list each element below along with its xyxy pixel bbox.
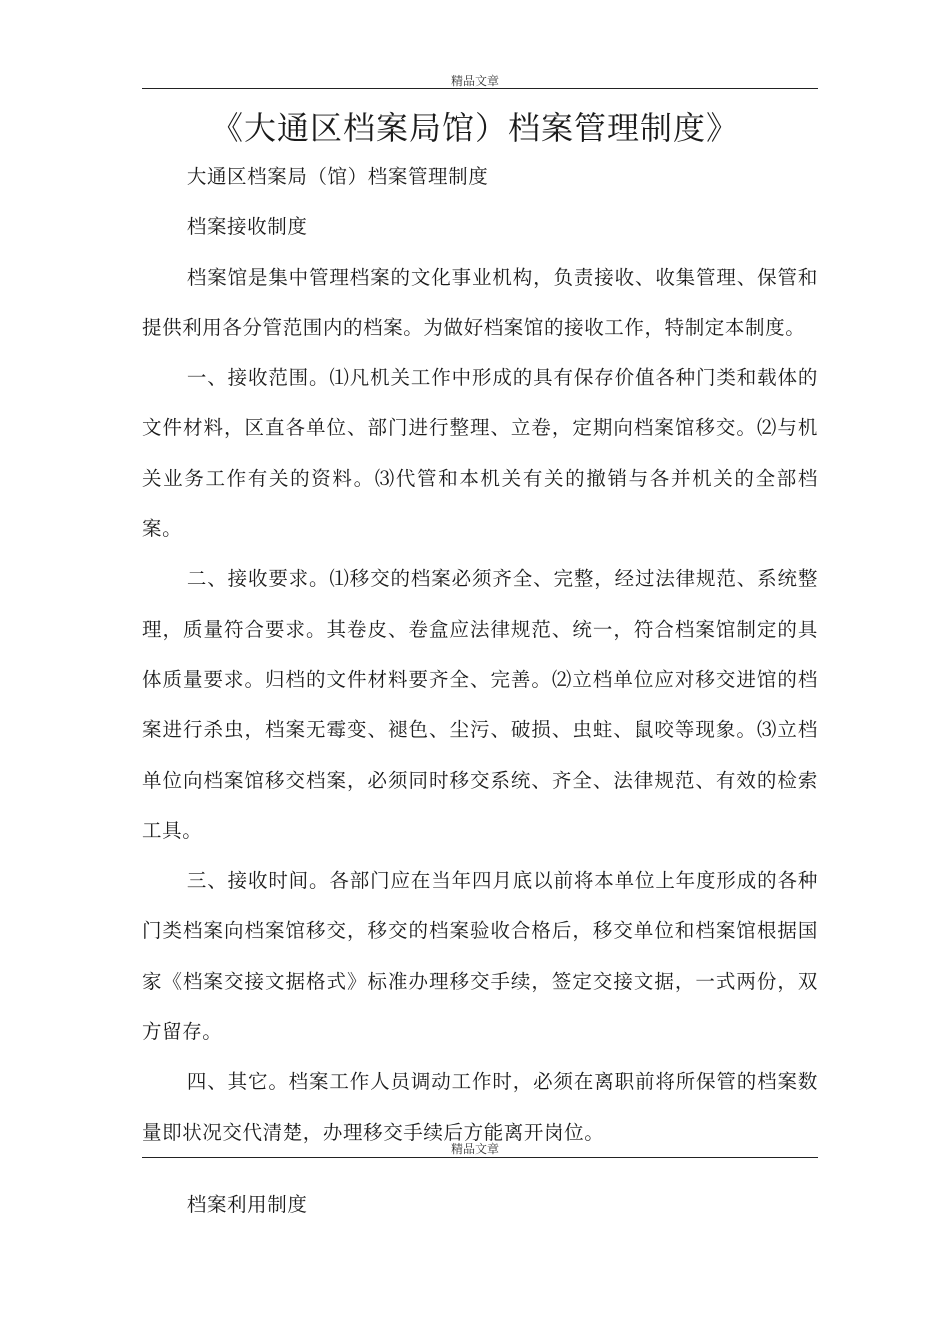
page-footer-label: 精品文章 (450, 1142, 499, 1156)
body-paragraph: 一、接收范围。⑴凡机关工作中形成的具有保存价值各种门类和载体的文件材料，区直各单位、部门进行整理、立卷，定期向档案馆移交。⑵与机关业务工作有关的资料。⑶代管和本机关有关的撤销与各并机关的全部档案。 (142, 366, 818, 541)
body-paragraph: 档案馆是集中管理档案的文化事业机构，负责接收、收集管理、保管和提供利用各分管范围内的档案。为做好档案馆的接收工作，特制定本制度。 (142, 265, 818, 339)
footer-rule (142, 1157, 818, 1158)
section-heading: 档案接收制度 (186, 215, 308, 239)
subtitle-paragraph: 大通区档案局（馆）档案管理制度 (186, 165, 489, 188)
document-title: 《大通区档案局馆）档案管理制度》 (210, 109, 739, 147)
body-paragraph: 二、接收要求。⑴移交的档案必须齐全、完整，经过法律规范、系统整理，质量符合要求。其卷皮、卷盒应法律规范、统一，符合档案馆制定的具体质量要求。归档的文件材料要齐全、完善。⑵立档单位应对移交进馆的档案进行杀虫，档案无霉变、褪色、尘污、破损、虫蛀、鼠咬等现象。⑶立档单位向档案馆移交档案，必须同时移交系统、齐全、法律规范、有效的检索工具。 (142, 567, 818, 842)
body-paragraph: 四、其它。档案工作人员调动工作时，必须在离职前将所保管的档案数量即状况交代清楚，办理移交手续后方能离开岗位。 (142, 1070, 818, 1144)
document-body (142, 152, 818, 1158)
page-header-label: 精品文章 (450, 74, 499, 88)
header-rule (142, 88, 818, 89)
body-paragraph: 三、接收时间。各部门应在当年四月底以前将本单位上年度形成的各种门类档案向档案馆移交，移交的档案验收合格后，移交单位和档案馆根据国家《档案交接文据格式》标准办理移交手续，签定交接文据，一式两份，双方留存。 (142, 869, 818, 1044)
section-heading: 档案利用制度 (186, 1193, 308, 1216)
next-page-content (142, 1180, 818, 1230)
